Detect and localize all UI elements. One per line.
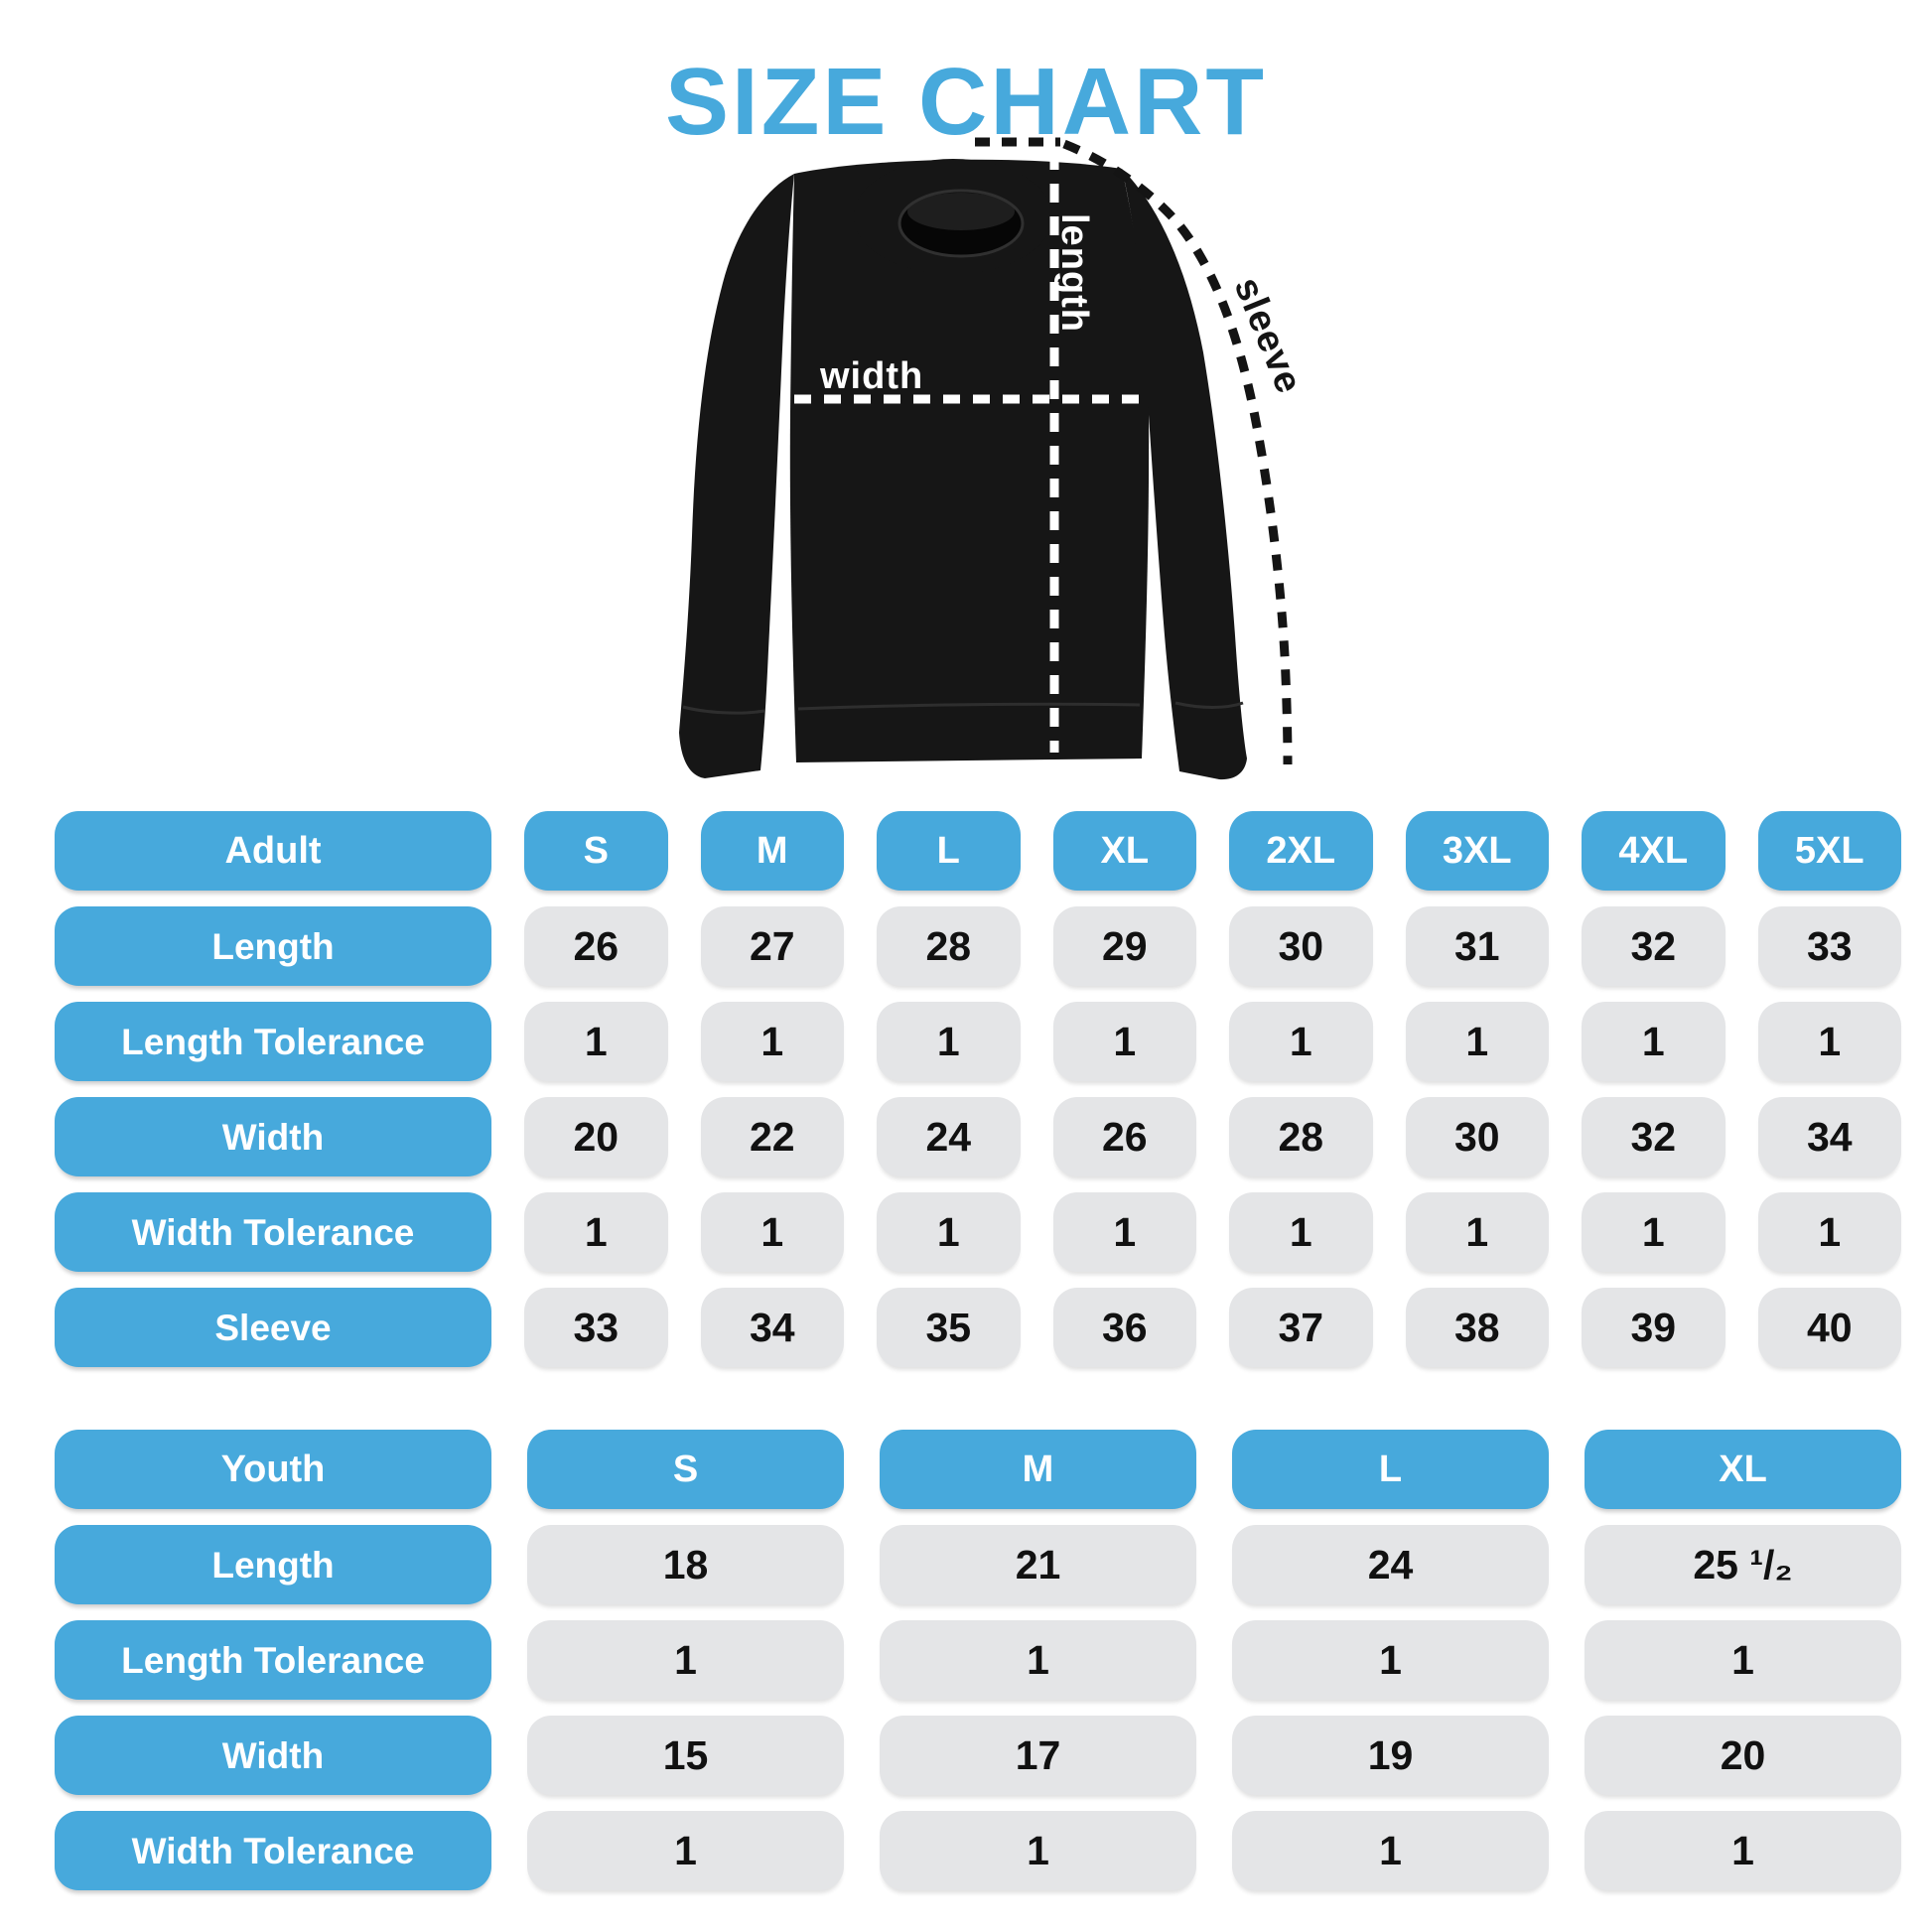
value-cell: 1 — [701, 1002, 845, 1081]
value-cell: 1 — [1053, 1002, 1197, 1081]
value-cell: 32 — [1582, 906, 1725, 986]
value-cell: 15 — [527, 1716, 844, 1795]
value-cell: 1 — [1406, 1002, 1550, 1081]
value-cell: 37 — [1229, 1288, 1373, 1367]
value-cell: 36 — [1053, 1288, 1197, 1367]
value-cell: 1 — [1229, 1002, 1373, 1081]
value-cell: 1 — [1758, 1192, 1902, 1272]
col-header-cell: S — [527, 1430, 844, 1509]
value-cell: 34 — [701, 1288, 845, 1367]
value-cell: 1 — [1582, 1192, 1725, 1272]
value-cell: 1 — [1053, 1192, 1197, 1272]
value-cell: 33 — [1758, 906, 1902, 986]
value-cell: 30 — [1229, 906, 1373, 986]
value-cell: 17 — [880, 1716, 1196, 1795]
col-header-cell: 5XL — [1758, 811, 1902, 891]
value-cell: 1 — [880, 1620, 1196, 1700]
value-cell: 28 — [1229, 1097, 1373, 1176]
sweatshirt-left-sleeve — [679, 174, 794, 778]
value-cell: 1 — [1229, 1192, 1373, 1272]
col-header-cell: XL — [1585, 1430, 1901, 1509]
value-cell: 24 — [877, 1097, 1021, 1176]
adult-corner-cell: Adult — [55, 811, 491, 891]
row-label-cell: Width — [55, 1097, 491, 1176]
col-header-cell: M — [880, 1430, 1196, 1509]
value-cell: 31 — [1406, 906, 1550, 986]
sweatshirt-figure — [596, 99, 1350, 804]
length-label: length — [1053, 213, 1095, 333]
row-label-cell: Length — [55, 906, 491, 986]
value-cell: 34 — [1758, 1097, 1902, 1176]
col-header-cell: L — [877, 811, 1021, 891]
value-cell: 32 — [1582, 1097, 1725, 1176]
row-label-cell: Sleeve — [55, 1288, 491, 1367]
value-cell: 20 — [524, 1097, 668, 1176]
value-cell: 18 — [527, 1525, 844, 1604]
value-cell: 35 — [877, 1288, 1021, 1367]
value-cell: 30 — [1406, 1097, 1550, 1176]
value-cell: 1 — [1758, 1002, 1902, 1081]
col-header-cell: XL — [1053, 811, 1197, 891]
col-header-cell: 3XL — [1406, 811, 1550, 891]
width-label: width — [820, 355, 924, 397]
col-header-cell: 4XL — [1582, 811, 1725, 891]
value-cell: 1 — [701, 1192, 845, 1272]
col-header-cell: S — [524, 811, 668, 891]
value-cell: 1 — [1585, 1811, 1901, 1890]
row-label-cell: Width Tolerance — [55, 1192, 491, 1272]
value-cell: 39 — [1582, 1288, 1725, 1367]
row-label-cell: Length — [55, 1525, 491, 1604]
value-cell: 40 — [1758, 1288, 1902, 1367]
col-header-cell: M — [701, 811, 845, 891]
value-cell: 33 — [524, 1288, 668, 1367]
value-cell: 20 — [1585, 1716, 1901, 1795]
value-cell: 1 — [1232, 1620, 1549, 1700]
row-label-cell: Width — [55, 1716, 491, 1795]
value-cell: 1 — [877, 1002, 1021, 1081]
youth-size-table — [55, 1430, 1901, 1890]
value-cell: 27 — [701, 906, 845, 986]
value-cell: 25 ¹/₂ — [1585, 1525, 1901, 1604]
col-header-cell: L — [1232, 1430, 1549, 1509]
value-cell: 1 — [524, 1002, 668, 1081]
value-cell: 1 — [1232, 1811, 1549, 1890]
value-cell: 1 — [877, 1192, 1021, 1272]
value-cell: 1 — [1585, 1620, 1901, 1700]
row-label-cell: Length Tolerance — [55, 1002, 491, 1081]
value-cell: 1 — [1406, 1192, 1550, 1272]
value-cell: 1 — [527, 1811, 844, 1890]
value-cell: 1 — [524, 1192, 668, 1272]
row-label-cell: Width Tolerance — [55, 1811, 491, 1890]
value-cell: 38 — [1406, 1288, 1550, 1367]
col-header-cell: 2XL — [1229, 811, 1373, 891]
value-cell: 24 — [1232, 1525, 1549, 1604]
value-cell: 28 — [877, 906, 1021, 986]
adult-size-table — [55, 811, 1901, 1367]
value-cell: 26 — [524, 906, 668, 986]
value-cell: 1 — [880, 1811, 1196, 1890]
row-label-cell: Length Tolerance — [55, 1620, 491, 1700]
sleeve-label: sleeve — [1225, 271, 1311, 400]
value-cell: 1 — [1582, 1002, 1725, 1081]
page-title: SIZE CHART — [665, 49, 1267, 155]
value-cell: 26 — [1053, 1097, 1197, 1176]
value-cell: 22 — [701, 1097, 845, 1176]
value-cell: 29 — [1053, 906, 1197, 986]
value-cell: 21 — [880, 1525, 1196, 1604]
value-cell: 19 — [1232, 1716, 1549, 1795]
sweatshirt-diagram — [596, 99, 1350, 804]
youth-corner-cell: Youth — [55, 1430, 491, 1509]
value-cell: 1 — [527, 1620, 844, 1700]
